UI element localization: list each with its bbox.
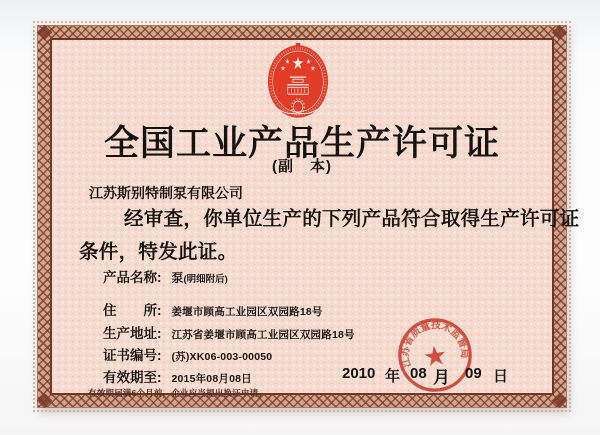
product-label: 产品名称: xyxy=(103,270,162,285)
field-value: (苏)XK06-003-00050 xyxy=(171,351,273,363)
certificate xyxy=(37,25,580,408)
corner-ornament xyxy=(552,393,568,409)
product-suffix: (明细附后) xyxy=(183,274,228,285)
issue-date-year: 2010 xyxy=(342,365,376,382)
official-red-seal-icon xyxy=(391,311,479,399)
corner-ornament xyxy=(37,393,53,409)
field-row-production-address xyxy=(103,322,355,343)
certificate-title: 全国工业产品生产许可证 xyxy=(103,124,500,163)
field-label: 生产地址: xyxy=(103,326,162,341)
field-row-valid-until xyxy=(103,366,252,387)
corner-ornament xyxy=(552,25,568,41)
issue-date-day-unit: 日 xyxy=(493,368,509,385)
field-value: 姜堰市顾高工业园区双园路18号 xyxy=(171,306,323,318)
field-value: 江苏省姜堰市顾高工业园区双园路18号 xyxy=(171,329,355,341)
seal-text: 江苏省质量技术监督局 xyxy=(400,320,470,369)
field-row-registered-address xyxy=(103,299,323,320)
issue-date-day: 09 xyxy=(465,365,482,382)
field-row-certificate-number xyxy=(103,344,272,365)
field-label: 证书编号: xyxy=(103,348,162,363)
certificate-subtitle: (副 本) xyxy=(272,158,332,175)
field-value: 2015年08月08日 xyxy=(171,373,252,385)
issue-date-month: 08 xyxy=(410,365,427,382)
renewal-note: 有效期届满6个月前，企业应当提出换证申请。 xyxy=(88,388,267,398)
product-value: 泵 xyxy=(171,271,184,285)
field-label: 住 所: xyxy=(103,303,162,318)
statement-line-2: 条件，特发此证。 xyxy=(79,241,238,263)
prc-national-emblem-icon xyxy=(266,43,330,120)
field-label: 有效期至: xyxy=(103,370,162,385)
issue-date-month-unit: 月 xyxy=(433,368,450,387)
company-name: 江苏斯别特制泵有限公司 xyxy=(89,185,243,201)
product-name-row xyxy=(103,266,228,287)
statement-line-1: 经审查，你单位生产的下列产品符合取得生产许可证 xyxy=(124,208,580,230)
issue-date-year-unit: 年 xyxy=(385,368,401,385)
certificate-body xyxy=(50,38,580,398)
